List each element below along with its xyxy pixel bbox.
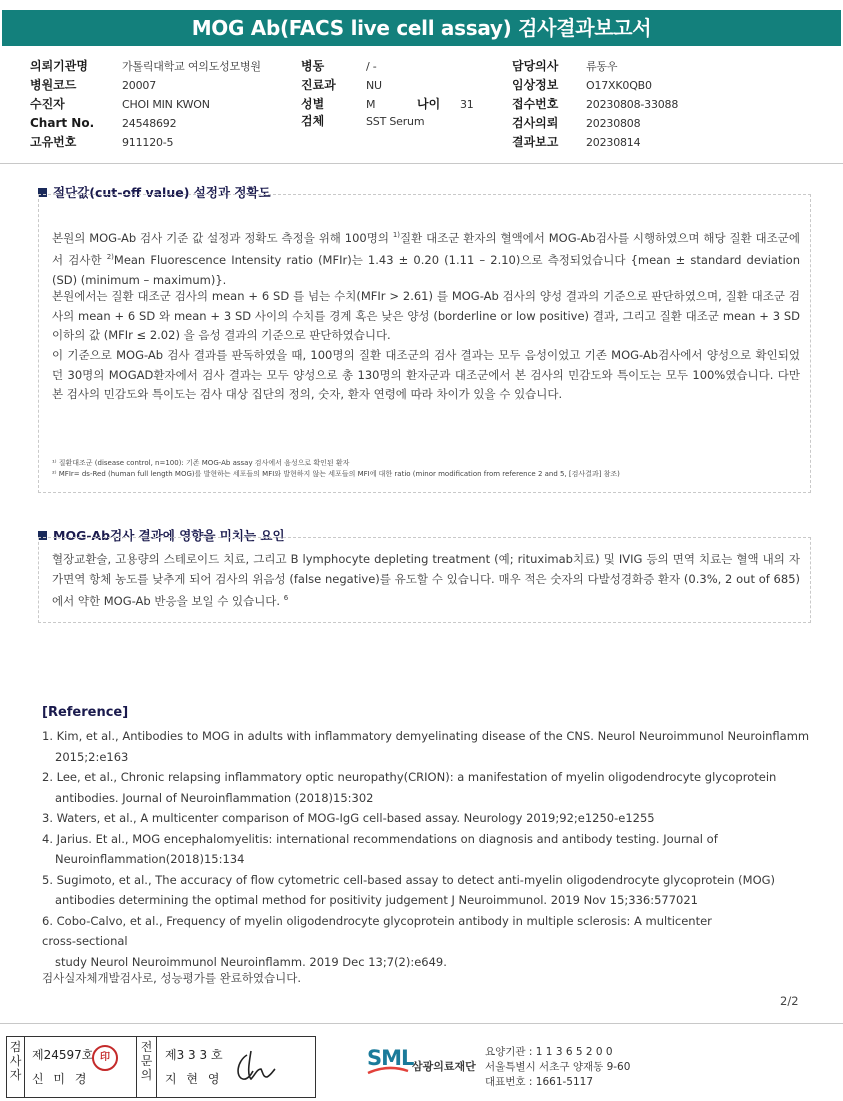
label-report-date: 결과보고 (512, 135, 559, 149)
factors-text: 혈장교환술, 고용량의 스테로이드 치료, 그리고 B lymphocyte depleting treatment (예; rituximab치료) 및 IVIG 등의 면역 치료는 혈액 내의 자가면역 항체 농도를 낮추게 되어 검사의 위음성 (false negative)를 유도할 수 있습니다. 매우 적은 숫자의 다발성경화증 환자 (0.3%, 2 out of 685)에서 약한 MOG-Ab 반응을 보일 수 있습니다. (52, 552, 800, 609)
reference-list (42, 726, 812, 972)
value-institution: 가톨릭대학교 여의도성모병원 (122, 60, 261, 73)
reference-sup-6: 6 (283, 594, 289, 603)
sml-logo: SML (367, 1046, 414, 1070)
tester-license: 제24597호 (32, 1048, 94, 1062)
value-doctor: 류동우 (586, 60, 618, 73)
certification-note: 검사실자체개발검사로, 성능평가를 완료하였습니다. (42, 971, 302, 985)
signature-box (6, 1036, 316, 1098)
label-doctor: 담당의사 (512, 59, 559, 73)
reference-item-6-line2: cross-sectional (42, 934, 128, 948)
value-request-date: 20230808 (586, 117, 641, 130)
report-title: MOG Ab(FACS live cell assay) 검사결과보고서 (2, 10, 841, 46)
section-heading-text: MOG-Ab검사 결과에 영향을 미치는 요인 (53, 528, 285, 543)
institution-phone: 대표번호 : 1661-5117 (485, 1076, 594, 1088)
value-unique-no: 911120-5 (122, 136, 174, 149)
value-chart-no: 24548692 (122, 117, 177, 130)
signature-scribble (229, 1047, 279, 1087)
reference-heading: [Reference] (42, 705, 129, 720)
reference-item-6-line3: study Neurol Neuroimmunol Neuroinflamm. 2019 Dec 13;7(2):e649. (55, 954, 447, 969)
label-clinical-info: 임상정보 (512, 78, 559, 92)
organization-name: 삼광의료재단 (412, 1060, 476, 1073)
value-receipt-no: 20230808-33088 (586, 98, 679, 111)
tester-label: 검사자 (9, 1040, 22, 1082)
reference-item-6-line1: 6. Cobo-Calvo, et al., Frequency of myelin oligodendrocyte glycoprotein antibody in multiple sclerosis: A multicenter (42, 913, 712, 928)
value-age: 31 (460, 98, 474, 111)
info-row (30, 133, 820, 152)
reference-item: 4. Jarius. Et al., MOG encephalomyelitis: international recommendations on diagnosis and antibody testing. Journal of Neuroinflammation(2018)15:134 (42, 831, 718, 866)
reference-item: 3. Waters, et al., A multicenter comparison of MOG-IgG cell-based assay. Neurology 2019;92;e1250-e1255 (42, 811, 655, 825)
section-heading-text: 절단값(cut-off value) 설정과 정확도 (53, 185, 271, 200)
value-report-date: 20230814 (586, 136, 641, 149)
value-patient: CHOI MIN KWON (122, 98, 210, 111)
value-hospital-code: 20007 (122, 79, 156, 92)
footnotes (52, 458, 792, 480)
label-patient: 수진자 (30, 97, 65, 111)
institution-code: 요양기관 : 1 1 3 6 5 2 0 0 (485, 1046, 613, 1058)
tester-label-cell (7, 1037, 25, 1097)
info-row (30, 57, 820, 76)
value-sex: M (366, 98, 376, 111)
seal-stamp: 印 (92, 1045, 118, 1071)
reference-item: 5. Sugimoto, et al., The accuracy of flow cytometric cell-based assay to detect anti-myelin oligodendrocyte glycoprotein (MOG) antibodies determining the optimal method for positivity judgement J Neuroimmunol. 2019 Nov 15;336:577021 (42, 872, 776, 907)
info-row (30, 114, 820, 133)
label-unique-no: 고유번호 (30, 135, 77, 149)
footnote-2: ²⁾ MFIr= ds-Red (human full length MOG)를 발현하는 세포들의 MFI와 발현하지 않는 세포들의 MFI에 대한 ratio (minor modification from reference 2 and 5, [검사결과] 참조) (52, 470, 620, 478)
patient-info (30, 57, 820, 152)
reference-item: 1. Kim, et al., Antibodies to MOG in adults with inflammatory demyelinating disease of the CNS. Neurol Neuroimmunol Neuroinflamm 2015;2:e163 (42, 729, 810, 764)
institution-info (485, 1045, 630, 1090)
label-hospital-code: 병원코드 (30, 78, 77, 92)
label-request-date: 검사의뢰 (512, 116, 559, 130)
label-specimen: 검체 (301, 114, 325, 128)
info-row (30, 95, 820, 114)
value-specimen: SST Serum (366, 115, 425, 128)
value-department: NU (366, 79, 382, 92)
value-clinical-info: O17XK0QB0 (586, 79, 652, 92)
specialist-license: 제3 3 3 호 (165, 1048, 223, 1062)
label-ward: 병동 (301, 59, 325, 73)
p1-part-a: 본원의 MOG-Ab 검사 기준 값 설정과 정확도 측정을 위해 100명의 (52, 230, 393, 245)
cutoff-paragraph-1 (52, 226, 800, 290)
reference-item: 2. Lee, et al., Chronic relapsing inflammatory optic neuropathy(CRION): a manifestation of myelin oligodendrocyte glycoprotein antibodies. Journal of Neuroinflammation (2018)15:302 (42, 770, 777, 805)
p1-part-c: Mean Fluorescence Intensity ratio (MFIr)는 1.43 ± 0.20 (1.11 – 2.10)으로 측정되었습니다 {mean ± standard deviation (SD) (minimum – maximum)}. (52, 253, 800, 287)
label-chart-no: Chart No. (30, 116, 95, 130)
factors-paragraph (52, 550, 800, 612)
label-receipt-no: 접수번호 (512, 97, 559, 111)
footnote-ref-1: 1) (392, 231, 400, 239)
specialist-name: 지 현 영 (165, 1072, 223, 1086)
divider (0, 1023, 843, 1024)
institution-address: 서울특별시 서초구 양재동 9-60 (485, 1061, 631, 1073)
label-age: 나이 (417, 97, 441, 111)
footnote-1: ¹⁾ 질환대조군 (disease control, n=100): 기존 MOG-Ab assay 검사에서 음성으로 확인된 환자 (52, 459, 350, 467)
footnote-ref-2: 2) (106, 253, 114, 262)
specialist-label: 전문의 (140, 1040, 153, 1082)
value-ward: / - (366, 60, 377, 73)
tester-name: 신 미 경 (32, 1072, 90, 1086)
divider (0, 163, 843, 164)
info-row (30, 76, 820, 95)
label-institution: 의뢰기관명 (30, 59, 88, 73)
page-number: 2/2 (780, 994, 799, 1008)
cutoff-paragraph-2: 본원에서는 질환 대조군 검사의 mean + 6 SD 를 넘는 수치(MFIr > 2.61) 를 MOG-Ab 검사의 양성 결과의 기준으로 판단하였으며, 질환 대조군 검사의 mean + 6 SD 와 mean + 3 SD 사이의 수치를 경계 혹은 낮은 양성 (borderline or low positive) 결과, 그리고 질환 대조군 mean + 3 SD 이하의 값 (MFIr ≤ 2.02) 을 음성 결과의 기준으로 판단하였습니다. (52, 289, 800, 343)
specialist-label-cell (137, 1037, 157, 1097)
cutoff-paragraph-3: 이 기준으로 MOG-Ab 검사 결과를 판독하였을 때, 100명의 질환 대조군의 검사 결과는 모두 음성이었고 기존 MOG-Ab검사에서 양성으로 확인되었던 30명의 MOGAD환자에서 검사 결과는 모두 양성으로 총 130명의 환자군과 대조군에서 본 검사의 민감도와 특이도는 모두 100%였습니다. 다만 본 검사의 민감도와 특이도는 검사 대상 집단의 정의, 숫자, 환자 연령에 따라 차이가 있을 수 있습니다. (52, 348, 800, 402)
label-department: 진료과 (301, 78, 336, 92)
p1-part-b: 질환 대조군 환자의 혈액에서 MOG-Ab검사를 시행하였으며 해당 질환 대조군에서 검사한 (52, 230, 800, 268)
label-sex: 성별 (301, 97, 325, 111)
